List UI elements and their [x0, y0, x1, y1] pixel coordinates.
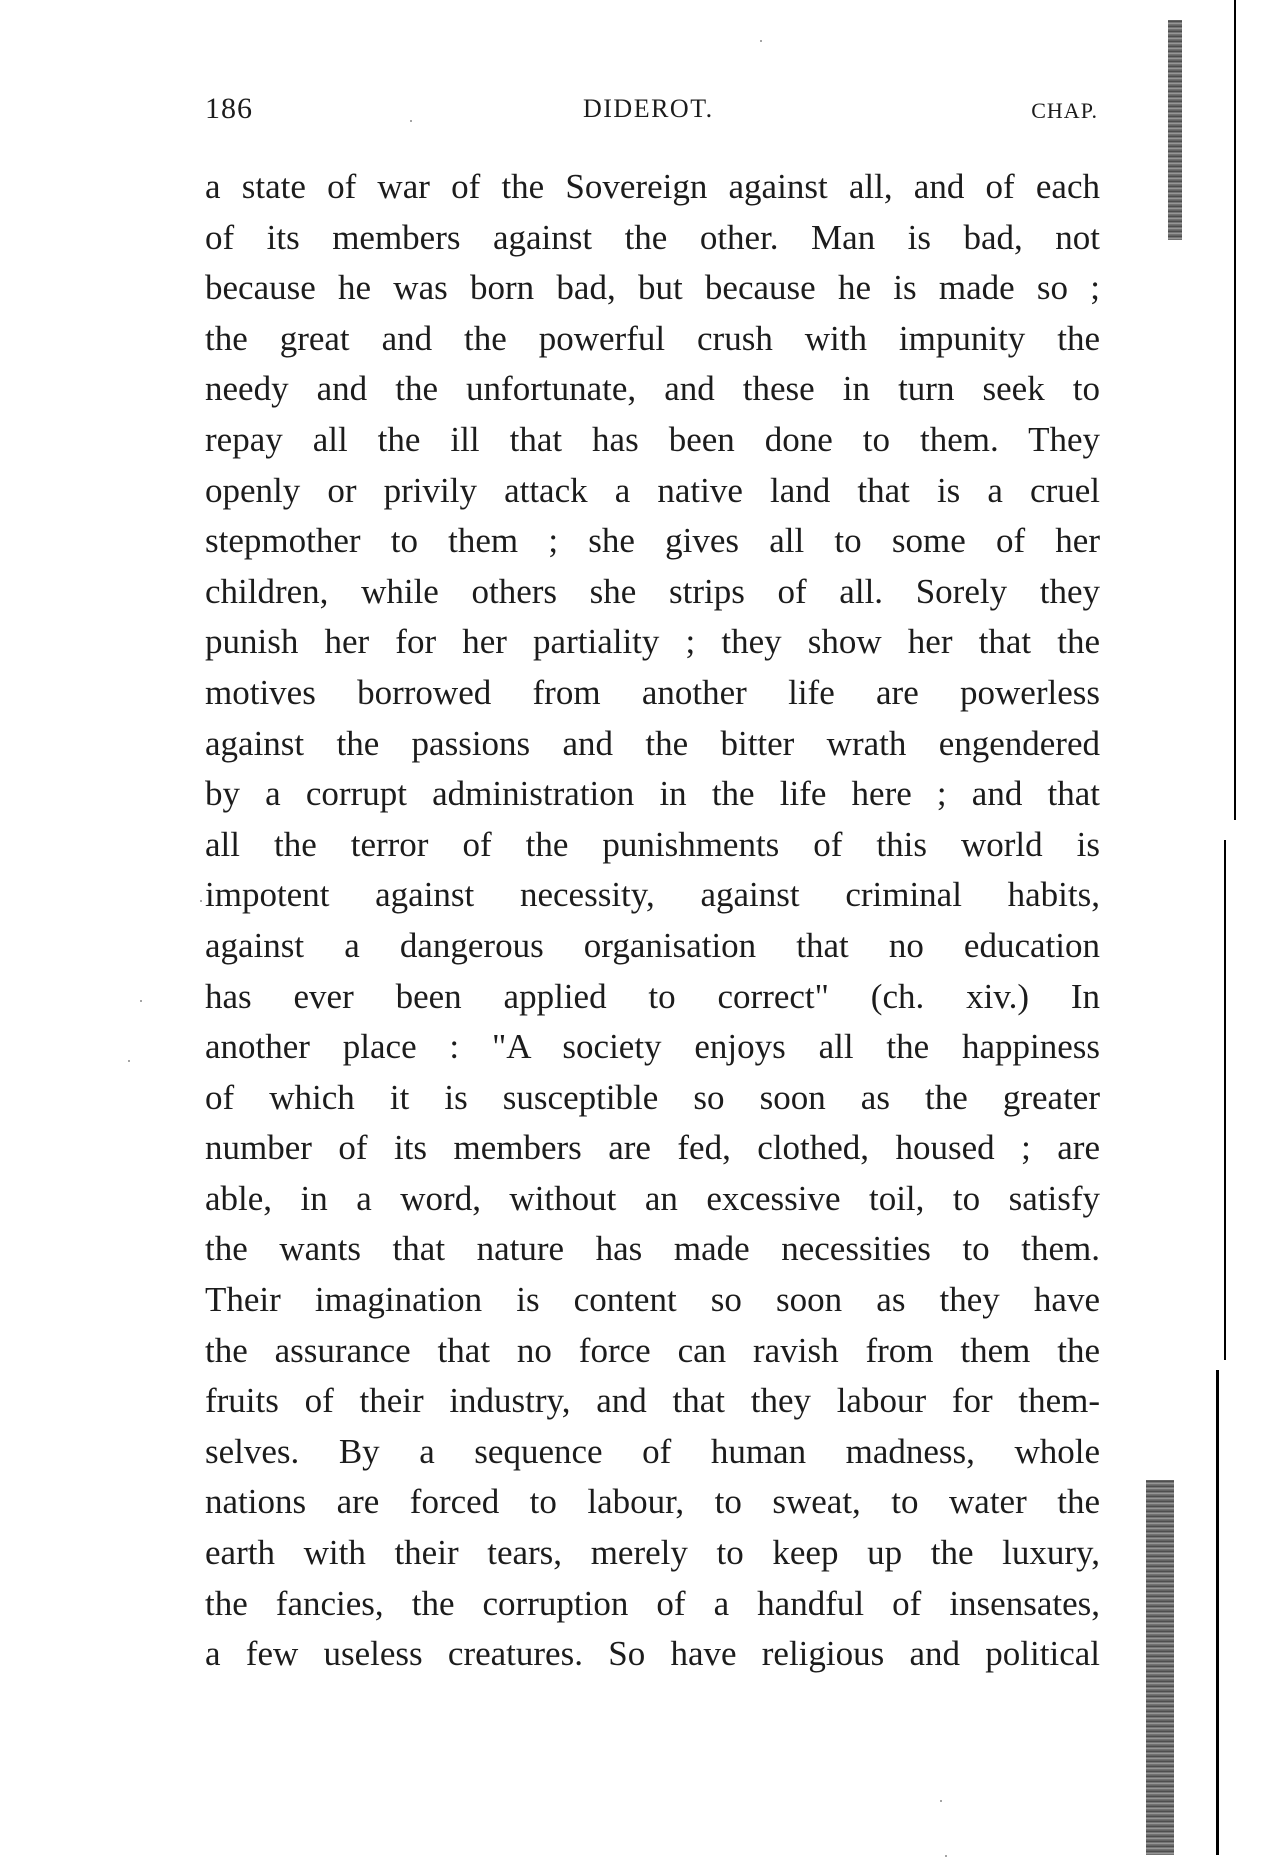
text-line: earth with their tears, merely to keep up the luxury, — [205, 1533, 1100, 1573]
text-line: the assurance that no force can ravish from them the — [205, 1330, 1100, 1370]
text-line: against the passions and the bitter wrath engendered — [205, 723, 1100, 763]
text-line: repay all the ill that has been done to them. They — [205, 419, 1100, 459]
text-line: stepmother to them ; she gives all to some of her — [205, 521, 1100, 561]
text-line: Their imagination is content so soon as they have — [205, 1280, 1100, 1320]
page-header — [205, 92, 1098, 132]
scan-gutter-top — [1168, 20, 1182, 240]
text-line: punish her for her partiality ; they show her that the — [205, 622, 1100, 662]
scan-speck — [410, 120, 412, 122]
scan-speck — [940, 1800, 942, 1802]
text-line: number of its members are fed, clothed, housed ; are — [205, 1128, 1100, 1168]
text-line: nations are forced to labour, to sweat, to water the — [205, 1482, 1100, 1522]
text-line: the fancies, the corruption of a handful of insensates, — [205, 1583, 1100, 1623]
body-text — [205, 162, 1100, 1680]
text-line: motives borrowed from another life are powerless — [205, 672, 1100, 712]
text-line: selves. By a sequence of human madness, whole — [205, 1431, 1100, 1471]
text-line: because he was born bad, but because he is made so ; — [205, 268, 1100, 308]
text-line: has ever been applied to correct" (ch. xiv.) In — [205, 976, 1100, 1016]
page-number: 186 — [205, 92, 253, 125]
scan-edge-line — [1224, 840, 1226, 1360]
chapter-label: CHAP. — [1031, 98, 1098, 123]
running-title: DIDEROT. — [583, 94, 714, 123]
text-line: all the terror of the punishments of this world is — [205, 824, 1100, 864]
scan-edge-line — [1216, 1370, 1219, 1855]
scan-speck — [128, 1060, 130, 1062]
text-line: needy and the unfortunate, and these in turn seek to — [205, 369, 1100, 409]
text-line: children, while others she strips of all. Sorely they — [205, 571, 1100, 611]
text-line: of which it is susceptible so soon as the greater — [205, 1077, 1100, 1117]
text-line: a state of war of the Sovereign against all, and of each — [205, 167, 1100, 206]
text-line: the great and the powerful crush with impunity the — [205, 318, 1100, 358]
text-line: the wants that nature has made necessities to them. — [205, 1229, 1100, 1269]
text-line: another place : "A society enjoys all the happiness — [205, 1027, 1100, 1067]
scan-gutter-bottom — [1146, 1480, 1174, 1855]
scan-speck — [140, 1000, 142, 1002]
scan-speck — [760, 40, 762, 42]
scan-speck — [200, 900, 202, 902]
text-line: by a corrupt administration in the life here ; and that — [205, 774, 1100, 814]
text-line: against a dangerous organisation that no education — [205, 925, 1100, 965]
text-line: impotent against necessity, against criminal habits, — [205, 875, 1100, 915]
text-line: of its members against the other. Man is bad, not — [205, 217, 1100, 257]
text-line: a few useless creatures. So have religious and political — [205, 1634, 1100, 1674]
text-line: able, in a word, without an excessive toil, to satisfy — [205, 1178, 1100, 1218]
scan-edge-line — [1234, 0, 1236, 820]
text-line: openly or privily attack a native land that is a cruel — [205, 470, 1100, 510]
text-line: fruits of their industry, and that they labour for them- — [205, 1381, 1100, 1421]
